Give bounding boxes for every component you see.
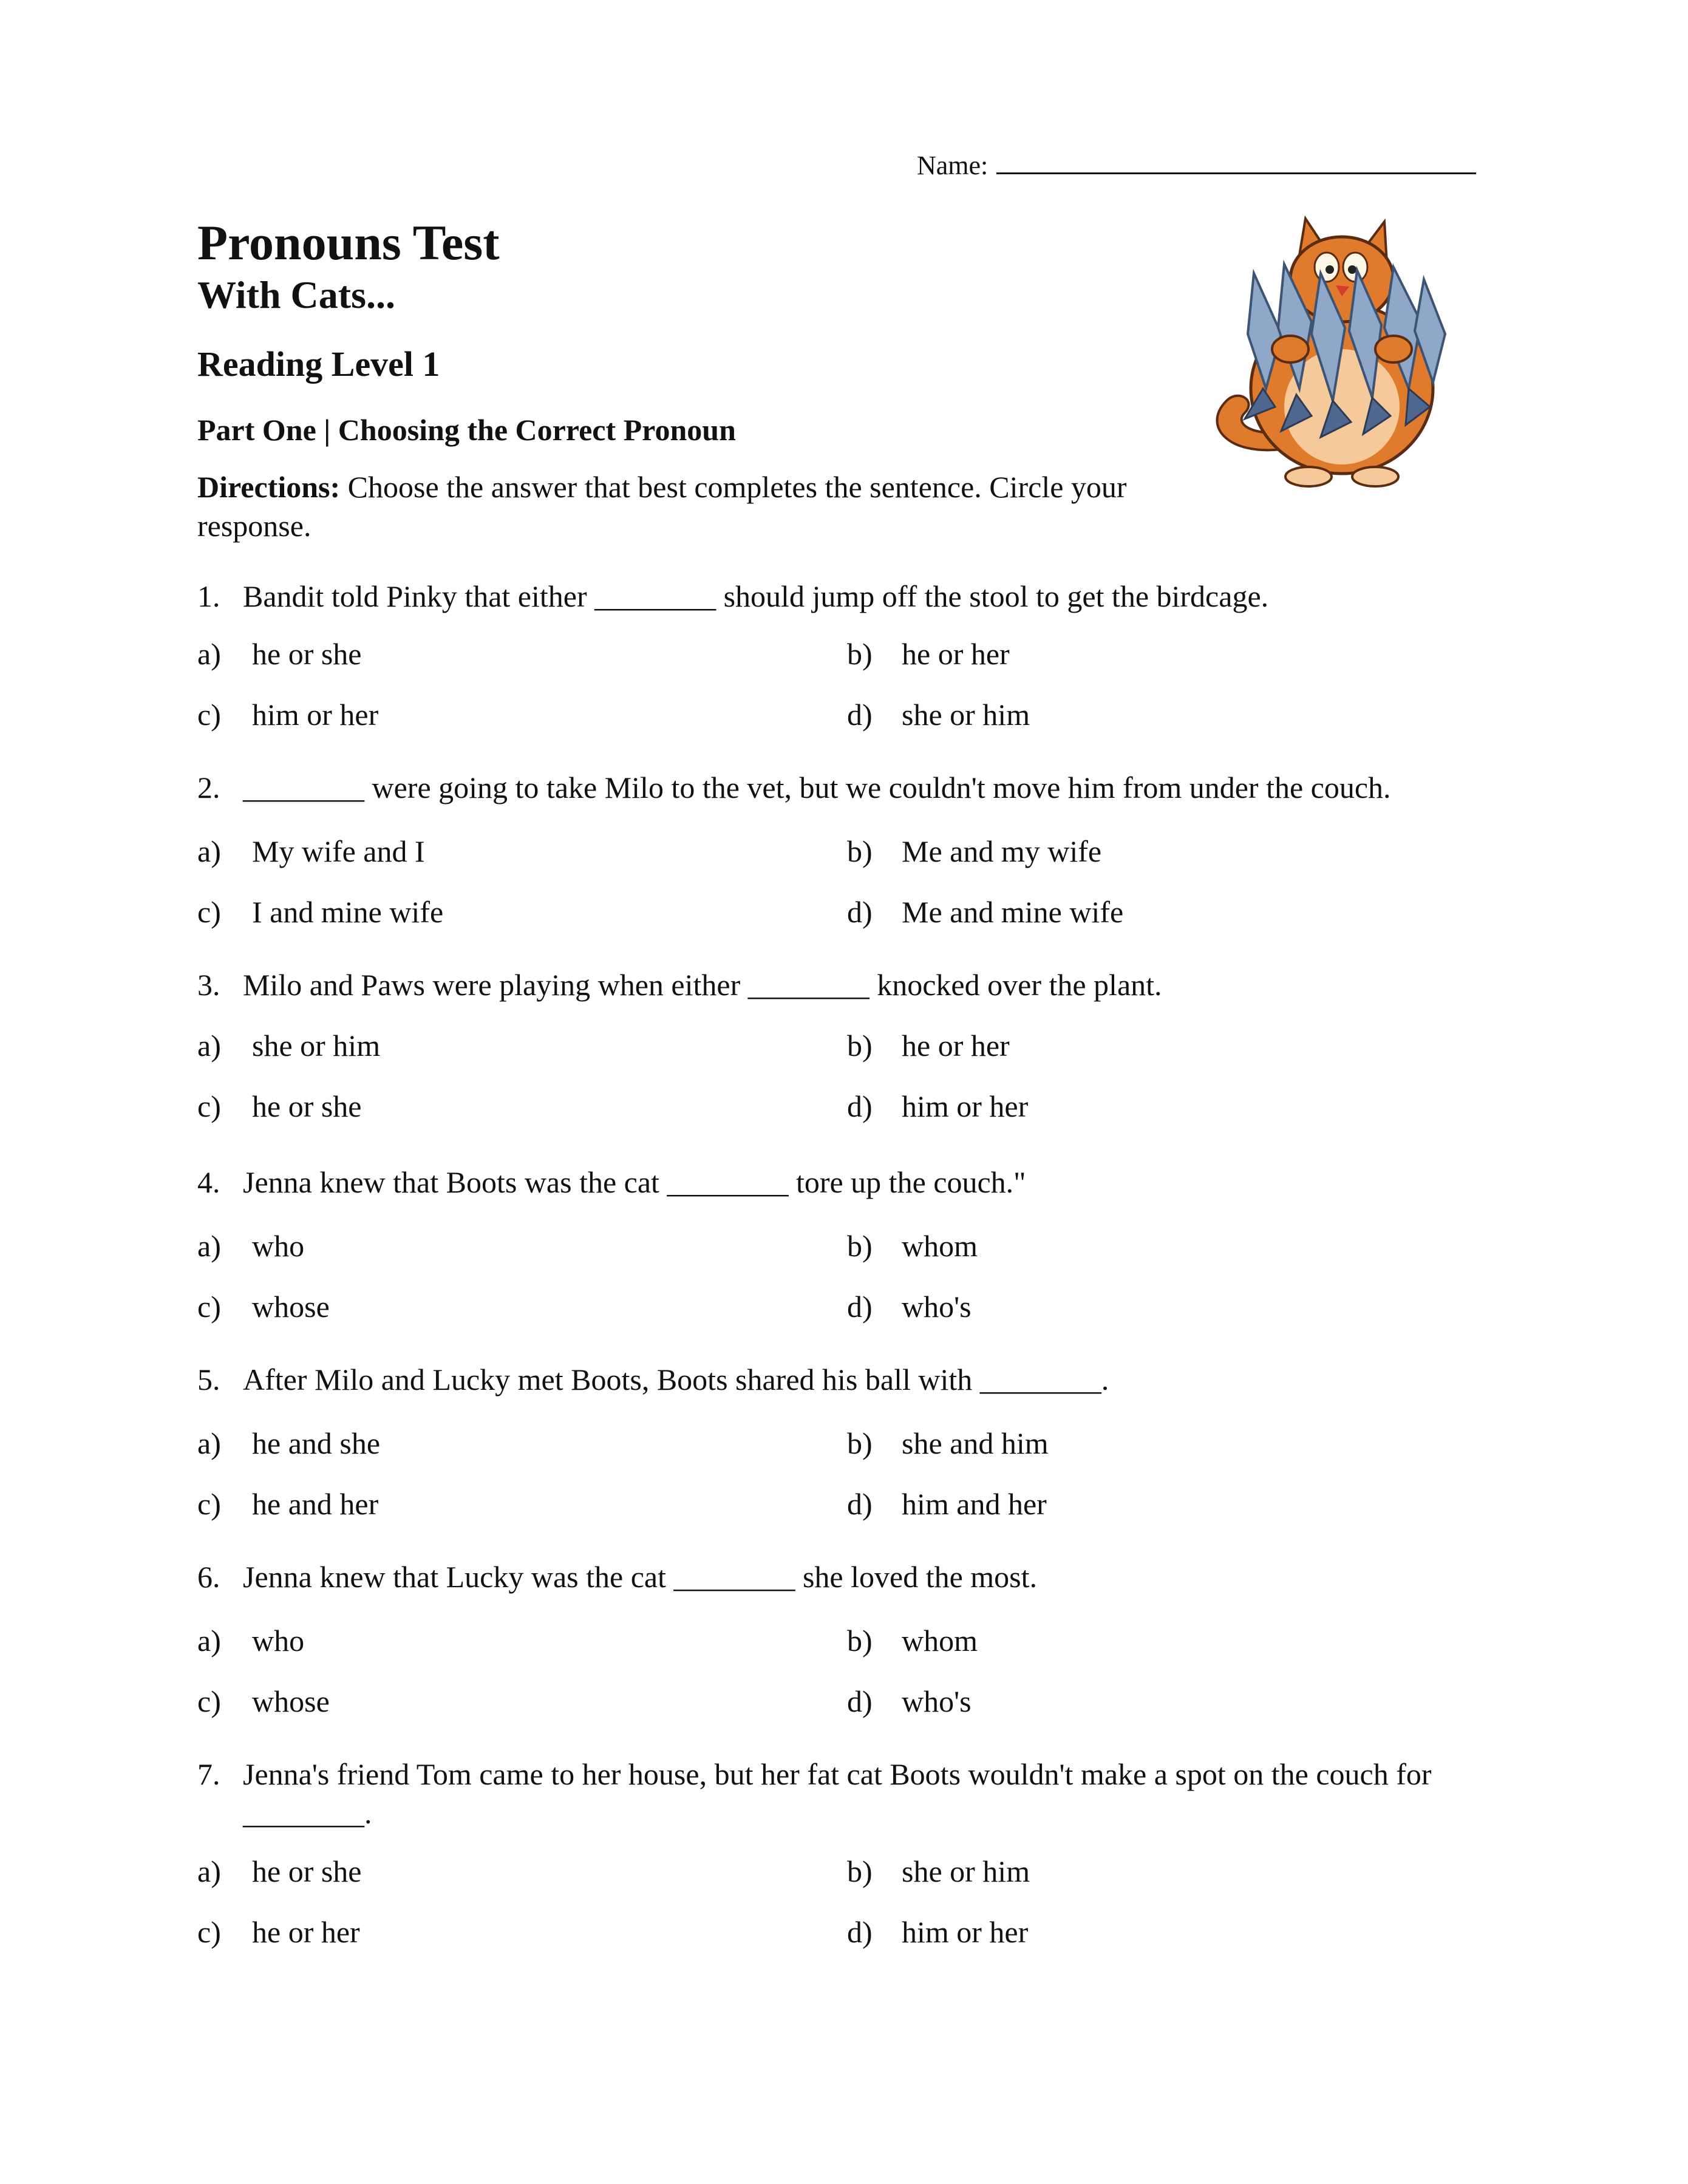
option-text: who	[252, 1229, 305, 1263]
option-letter: a)	[197, 1854, 221, 1888]
option-text: whom	[902, 1624, 978, 1658]
answer-option[interactable]	[847, 1287, 972, 1326]
answer-option[interactable]	[197, 1424, 380, 1463]
answer-option[interactable]	[197, 1485, 378, 1523]
option-text: he and her	[252, 1487, 379, 1521]
option-text: him or her	[252, 698, 379, 732]
option-letter: b)	[847, 1029, 873, 1063]
question-text: Bandit told Pinky that either ________ should jump off the stool to get the birdcage.	[243, 579, 1269, 613]
answer-option[interactable]	[847, 1485, 1047, 1523]
option-text: he or her	[902, 1029, 1010, 1063]
question-number: 5.	[197, 1362, 220, 1396]
question-number: 3.	[197, 968, 220, 1002]
option-text: Me and mine wife	[902, 895, 1124, 929]
option-letter: c)	[197, 698, 221, 732]
option-text: she or him	[252, 1029, 381, 1063]
answer-option[interactable]	[197, 1682, 330, 1721]
option-text: whose	[252, 1290, 330, 1324]
option-text: him and her	[902, 1487, 1047, 1521]
option-text: he and she	[252, 1426, 381, 1460]
option-letter: d)	[847, 1290, 873, 1324]
answer-option[interactable]	[197, 1087, 362, 1126]
option-letter: a)	[197, 1426, 221, 1460]
answer-option[interactable]	[197, 1852, 362, 1891]
answer-option[interactable]	[847, 1226, 978, 1265]
directions-text: Choose the answer that best completes the sentence. Circle your response.	[197, 470, 1127, 543]
answer-option[interactable]	[847, 1424, 1049, 1463]
option-letter: a)	[197, 834, 221, 868]
answer-option[interactable]	[847, 634, 1010, 673]
option-text: I and mine wife	[252, 895, 444, 929]
option-letter: c)	[197, 1487, 221, 1521]
question	[197, 1557, 1503, 1596]
answer-option[interactable]	[197, 1621, 304, 1660]
option-letter: d)	[847, 1915, 873, 1949]
question-text: ________ were going to take Milo to the vet, but we couldn't move him from under the couch.	[243, 771, 1391, 805]
answer-option[interactable]	[197, 695, 378, 734]
answer-option[interactable]	[197, 634, 362, 673]
question-number: 7.	[197, 1757, 220, 1791]
option-text: him or her	[902, 1089, 1029, 1123]
option-text: he or her	[902, 637, 1010, 671]
question-text: Milo and Paws were playing when either ________ knocked over the plant.	[243, 968, 1162, 1002]
question-text: Jenna knew that Boots was the cat ________ tore up the couch."	[243, 1165, 1026, 1199]
option-letter: b)	[847, 834, 873, 868]
option-letter: c)	[197, 1915, 221, 1949]
answer-option[interactable]	[847, 695, 1030, 734]
option-text: she or him	[902, 1854, 1030, 1888]
option-text: he or she	[252, 1089, 362, 1123]
question-text: After Milo and Lucky met Boots, Boots shared his ball with ________.	[243, 1362, 1109, 1396]
answer-option[interactable]	[197, 1913, 360, 1951]
option-letter: b)	[847, 1229, 873, 1263]
option-letter: c)	[197, 895, 221, 929]
option-text: he or her	[252, 1915, 360, 1949]
answer-option[interactable]	[197, 1287, 330, 1326]
option-letter: b)	[847, 1854, 873, 1888]
answer-option[interactable]	[847, 893, 1123, 931]
answer-option[interactable]	[197, 1026, 380, 1065]
name-field[interactable]	[917, 143, 1476, 184]
option-text: Me and my wife	[902, 834, 1102, 868]
directions	[197, 468, 1169, 545]
answer-option[interactable]	[847, 1682, 972, 1721]
option-text: whom	[902, 1229, 978, 1263]
answer-option[interactable]	[847, 1852, 1030, 1891]
option-letter: d)	[847, 1684, 873, 1718]
option-text: who's	[902, 1684, 972, 1718]
option-letter: a)	[197, 1229, 221, 1263]
directions-label: Directions:	[197, 470, 341, 504]
option-letter: b)	[847, 1426, 873, 1460]
answer-option[interactable]	[197, 832, 425, 871]
option-letter: b)	[847, 637, 873, 671]
option-letter: d)	[847, 895, 873, 929]
name-label: Name:	[917, 151, 989, 180]
option-text: she and him	[902, 1426, 1049, 1460]
question	[197, 1163, 1503, 1202]
page-title: Pronouns Test	[197, 215, 500, 270]
answer-option[interactable]	[847, 1913, 1028, 1951]
answer-option[interactable]	[197, 1226, 304, 1265]
option-letter: d)	[847, 1089, 873, 1123]
option-letter: c)	[197, 1684, 221, 1718]
option-letter: c)	[197, 1089, 221, 1123]
question	[197, 577, 1503, 616]
question-number: 2.	[197, 771, 220, 805]
question-number: 1.	[197, 579, 220, 613]
option-letter: c)	[197, 1290, 221, 1324]
name-blank-line[interactable]	[996, 143, 1476, 174]
question-text: Jenna's friend Tom came to her house, but her fat cat Boots wouldn't make a spot on the couch for ________.	[243, 1757, 1432, 1830]
question-text: Jenna knew that Lucky was the cat ________ she loved the most.	[243, 1560, 1038, 1594]
option-text: whose	[252, 1684, 330, 1718]
cat-holding-fish-icon	[1190, 206, 1475, 492]
reading-level-heading: Reading Level 1	[197, 344, 440, 384]
question	[197, 768, 1503, 807]
option-text: he or she	[252, 1854, 362, 1888]
option-text: he or she	[252, 637, 362, 671]
option-letter: a)	[197, 637, 221, 671]
answer-option[interactable]	[847, 1621, 978, 1660]
question-number: 6.	[197, 1560, 220, 1594]
option-text: who's	[902, 1290, 972, 1324]
option-text: him or her	[902, 1915, 1029, 1949]
answer-option[interactable]	[847, 1087, 1028, 1126]
option-letter: a)	[197, 1029, 221, 1063]
question	[197, 1755, 1503, 1832]
option-text: who	[252, 1624, 305, 1658]
answer-option[interactable]	[847, 1026, 1010, 1065]
option-text: she or him	[902, 698, 1030, 732]
page-subtitle: With Cats...	[197, 273, 395, 316]
part-heading: Part One | Choosing the Correct Pronoun	[197, 413, 736, 447]
option-letter: d)	[847, 1487, 873, 1521]
question	[197, 1360, 1503, 1399]
answer-option[interactable]	[847, 832, 1101, 871]
option-letter: d)	[847, 698, 873, 732]
question	[197, 965, 1503, 1004]
option-letter: b)	[847, 1624, 873, 1658]
answer-option[interactable]	[197, 893, 443, 931]
question-number: 4.	[197, 1165, 220, 1199]
option-text: My wife and I	[252, 834, 425, 868]
option-letter: a)	[197, 1624, 221, 1658]
